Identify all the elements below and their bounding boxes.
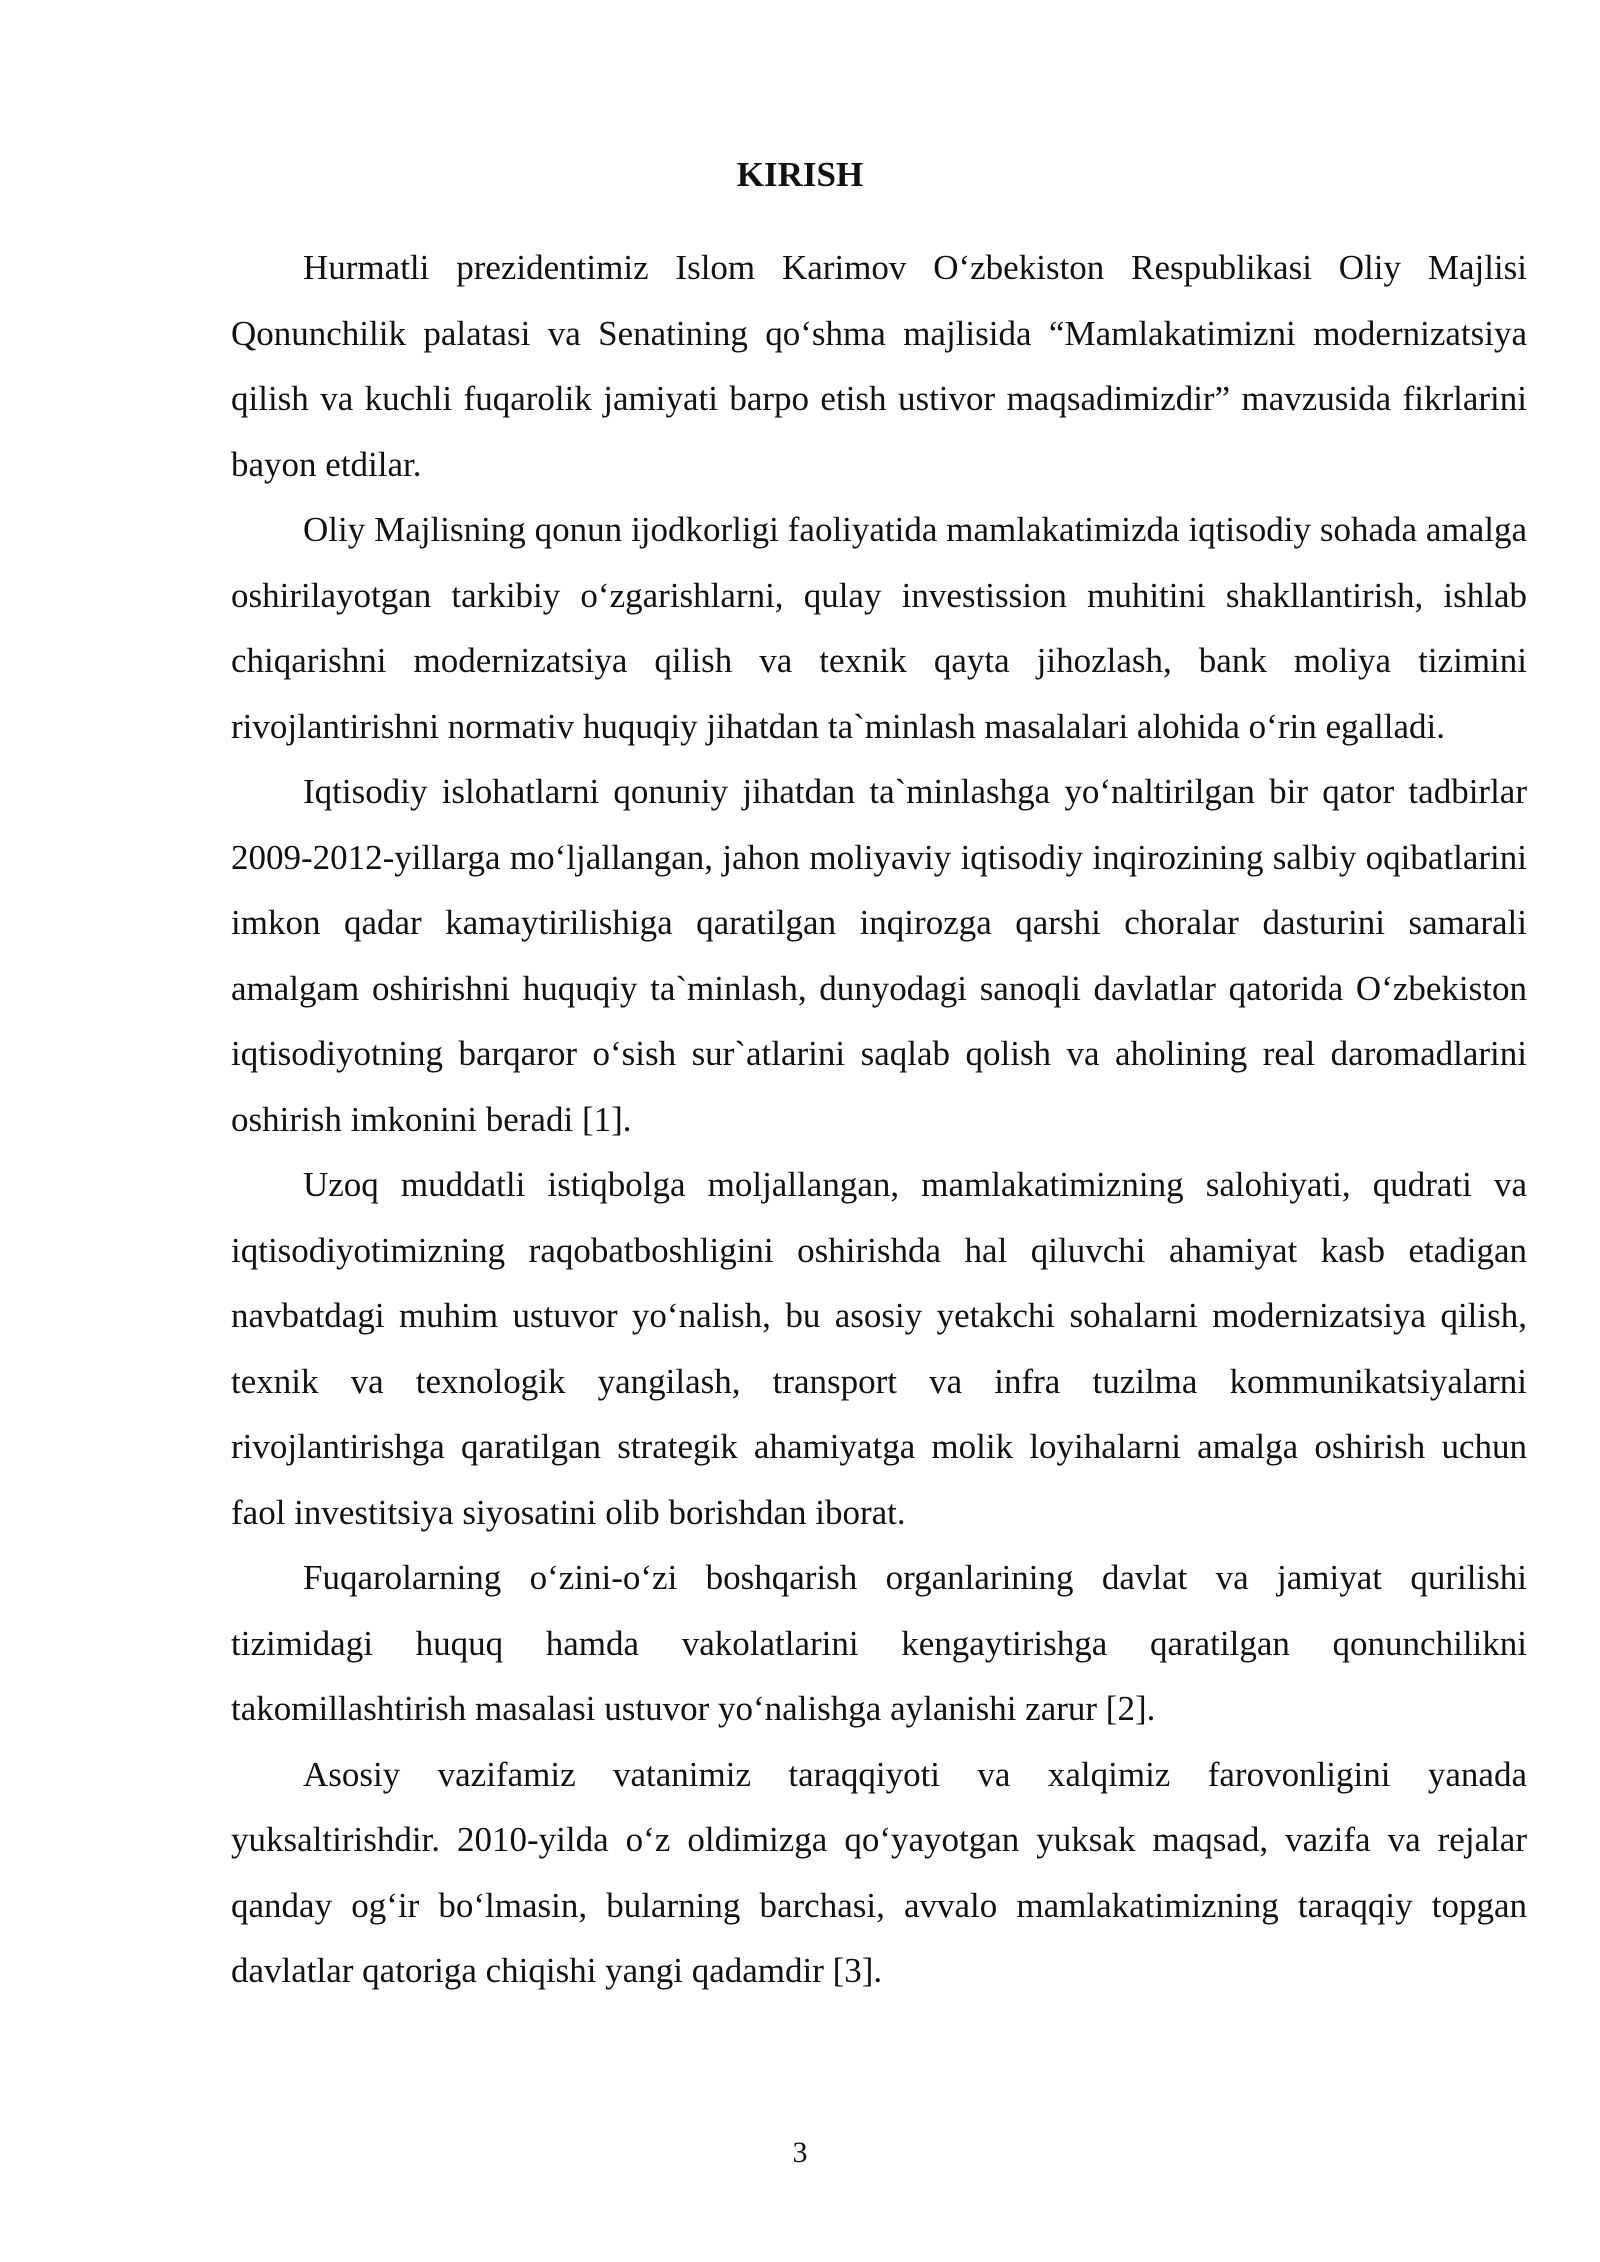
paragraph: Fuqarolarning o‘zini-o‘zi boshqarish organlarining davlat va jamiyat qurilishi tizimidagi huquq hamda vakolatlarini kengaytirishga qaratilgan qonunchilikni takomillashtirish masalasi ustuvor yo‘nalishga aylanishi zarur [2]. <box>231 1558 1527 1728</box>
paragraph: Uzoq muddatli istiqbolga moljallangan, mamlakatimizning salohiyati, qudrati va iqtisodiyotimizning raqobatboshligini oshirishda hal qiluvchi ahamiyat kasb etadigan navbatdagi muhim ustuvor yo‘nalish, bu asosiy yetakchi sohalarni modernizatsiya qilish, texnik va texnologik yangilash, transport va infra tuzilma kommunikatsiyalarni rivojlantirishga qaratilgan strategik ahamiyatga molik loyihalarni amalga oshirish uchun faol investitsiya siyosatini olib borishdan iborat. <box>231 1165 1527 1532</box>
page-heading: KIRISH <box>736 155 864 194</box>
paragraph: Asosiy vazifamiz vatanimiz taraqqiyoti va xalqimiz farovonligini yanada yuksaltirishdir. 2010-yilda o‘z oldimizga qo‘yayotgan yuksak maqsad, vazifa va rejalar qanday og‘ir bo‘lmasin, bularning barchasi, avvalo mamlakatimizning taraqqiy topgan davlatlar qatoriga chiqishi yangi qadamdir [3]. <box>231 1754 1527 1990</box>
body-text <box>231 235 1527 2004</box>
page-number: 3 <box>792 2136 808 2169</box>
paragraph: Iqtisodiy islohatlarni qonuniy jihatdan ta`minlashga yo‘naltirilgan bir qator tadbirlar 2009-2012-yillarga mo‘ljallangan, jahon moliyaviy iqtisodiy inqirozining salbiy oqibatlarini imkon qadar kamaytirilishiga qaratilgan inqirozga qarshi choralar dasturini samarali amalgam oshirishni huquqiy ta`minlash, dunyodagi sanoqli davlatlar qatorida O‘zbekiston iqtisodiyotning barqaror o‘sish sur`atlarini saqlab qolish va aholining real daromadlarini oshirish imkonini beradi [1]. <box>231 772 1527 1139</box>
paragraph: Hurmatli prezidentimiz Islom Karimov O‘zbekiston Respublikasi Oliy Majlisi Qonunchilik palatasi va Senatining qo‘shma majlisida “Mamlakatimizni modernizatsiya qilish va kuchli fuqarolik jamiyati barpo etish ustivor maqsadimizdir” mavzusida fikrlarini bayon etdilar. <box>231 248 1527 484</box>
paragraph: Oliy Majlisning qonun ijodkorligi faoliyatida mamlakatimizda iqtisodiy sohada amalga oshirilayotgan tarkibiy o‘zgarishlarni, qulay investission muhitini shakllantirish, ishlab chiqarishni modernizatsiya qilish va texnik qayta jihozlash, bank moliya tizimini rivojlantirishni normativ huquqiy jihatdan ta`minlash masalalari alohida o‘rin egalladi. <box>231 510 1527 746</box>
